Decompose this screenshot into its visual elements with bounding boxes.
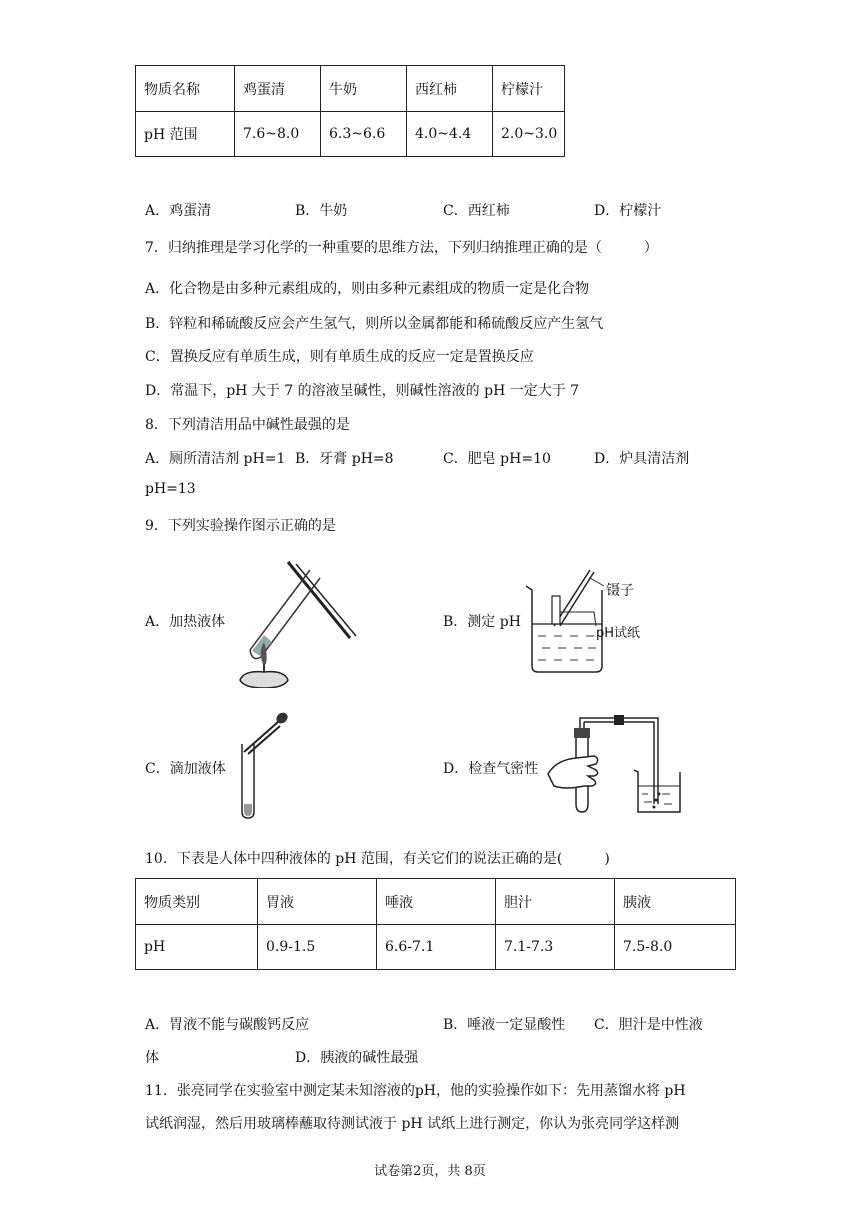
tweezers-label: 镊子 <box>606 583 634 599</box>
table-cell: pH 范围 <box>136 112 235 157</box>
q8-option-d-wrap: pH=13 <box>145 481 196 497</box>
table-cell: 柠檬汁 <box>493 66 565 112</box>
q9-option-d[interactable]: D．检查气密性 <box>443 761 539 777</box>
q9-stem: 9．下列实验操作图示正确的是 <box>145 518 336 534</box>
table-cell: 0.9-1.5 <box>258 925 377 970</box>
table-cell: 4.0~4.4 <box>407 112 493 157</box>
q7-stem: 7．归纳推理是学习化学的一种重要的思维方法，下列归纳推理正确的是（ ） <box>145 240 658 256</box>
q6-option-d[interactable]: D．柠檬汁 <box>594 203 662 219</box>
q10-option-c-wrap: 体 <box>145 1050 159 1066</box>
q9-option-b[interactable]: B．测定 pH <box>443 614 521 630</box>
q6-option-b[interactable]: B．牛奶 <box>295 203 348 219</box>
q9-option-c[interactable]: C．滴加液体 <box>145 761 226 777</box>
table-cell: 6.3~6.6 <box>321 112 407 157</box>
q8-option-c[interactable]: C．肥皂 pH=10 <box>443 451 551 467</box>
q7-option-b[interactable]: B．锌粒和稀硫酸反应会产生氢气，则所以金属都能和稀硫酸反应产生氢气 <box>145 316 604 332</box>
table-cell: 7.1-7.3 <box>496 925 615 970</box>
heating-liquid-figure <box>230 556 360 688</box>
table-cell: 2.0~3.0 <box>493 112 565 157</box>
q10-option-a[interactable]: A．胃液不能与碳酸钙反应 <box>145 1017 310 1033</box>
q6-option-c[interactable]: C．西红柿 <box>443 203 510 219</box>
table-cell: 唾液 <box>377 879 496 925</box>
ph-paper-label: pH试纸 <box>596 626 641 641</box>
table-cell: pH <box>136 925 258 970</box>
q8-option-a[interactable]: A．厕所清洁剂 pH=1 <box>145 451 286 467</box>
table-cell: 胰液 <box>615 879 736 925</box>
table-cell: 7.6~8.0 <box>235 112 321 157</box>
table-cell: 胃液 <box>258 879 377 925</box>
q8-option-b[interactable]: B．牙膏 pH=8 <box>295 451 394 467</box>
table-cell: 胆汁 <box>496 879 615 925</box>
q11-line-1: 11．张亮同学在实验室中测定某未知溶液的pH，他的实验操作如下：先用蒸馏水将 pH <box>145 1083 686 1099</box>
table-cell: 6.6-7.1 <box>377 925 496 970</box>
table-cell: 鸡蛋清 <box>235 66 321 112</box>
q10-stem: 10．下表是人体中四种液体的 pH 范围，有关它们的说法正确的是( ) <box>145 851 610 867</box>
ph-table-foods <box>135 65 565 157</box>
measure-ph-figure <box>520 566 660 676</box>
table-cell: 牛奶 <box>321 66 407 112</box>
airtight-check-figure <box>546 714 686 816</box>
q7-option-c[interactable]: C．置换反应有单质生成，则有单质生成的反应一定是置换反应 <box>145 349 534 365</box>
q8-stem: 8．下列清洁用品中碱性最强的是 <box>145 417 350 433</box>
table-cell: 7.5-8.0 <box>615 925 736 970</box>
q7-option-a[interactable]: A．化合物是由多种元素组成的，则由多种元素组成的物质一定是化合物 <box>145 281 590 297</box>
q10-option-c[interactable]: C．胆汁是中性液 <box>594 1017 703 1033</box>
q11-line-2: 试纸润湿，然后用玻璃棒蘸取待测试液于 pH 试纸上进行测定，你认为张亮同学这样测 <box>145 1116 680 1132</box>
q10-option-b[interactable]: B．唾液一定显酸性 <box>443 1017 566 1033</box>
dropping-liquid-figure <box>236 708 296 820</box>
ph-table-body-fluids <box>135 878 736 970</box>
q10-option-d[interactable]: D．胰液的碱性最强 <box>295 1050 419 1066</box>
q8-option-d[interactable]: D．炉具清洁剂 <box>594 451 690 467</box>
q9-option-a[interactable]: A．加热液体 <box>145 614 226 630</box>
table-cell: 西红柿 <box>407 66 493 112</box>
q7-option-d[interactable]: D．常温下，pH 大于 7 的溶液呈碱性，则碱性溶液的 pH 一定大于 7 <box>145 383 580 399</box>
q6-option-a[interactable]: A．鸡蛋清 <box>145 203 212 219</box>
page-footer: 试卷第2页，共 8页 <box>374 1164 486 1179</box>
table-cell: 物质名称 <box>136 66 235 112</box>
table-cell: 物质类别 <box>136 879 258 925</box>
